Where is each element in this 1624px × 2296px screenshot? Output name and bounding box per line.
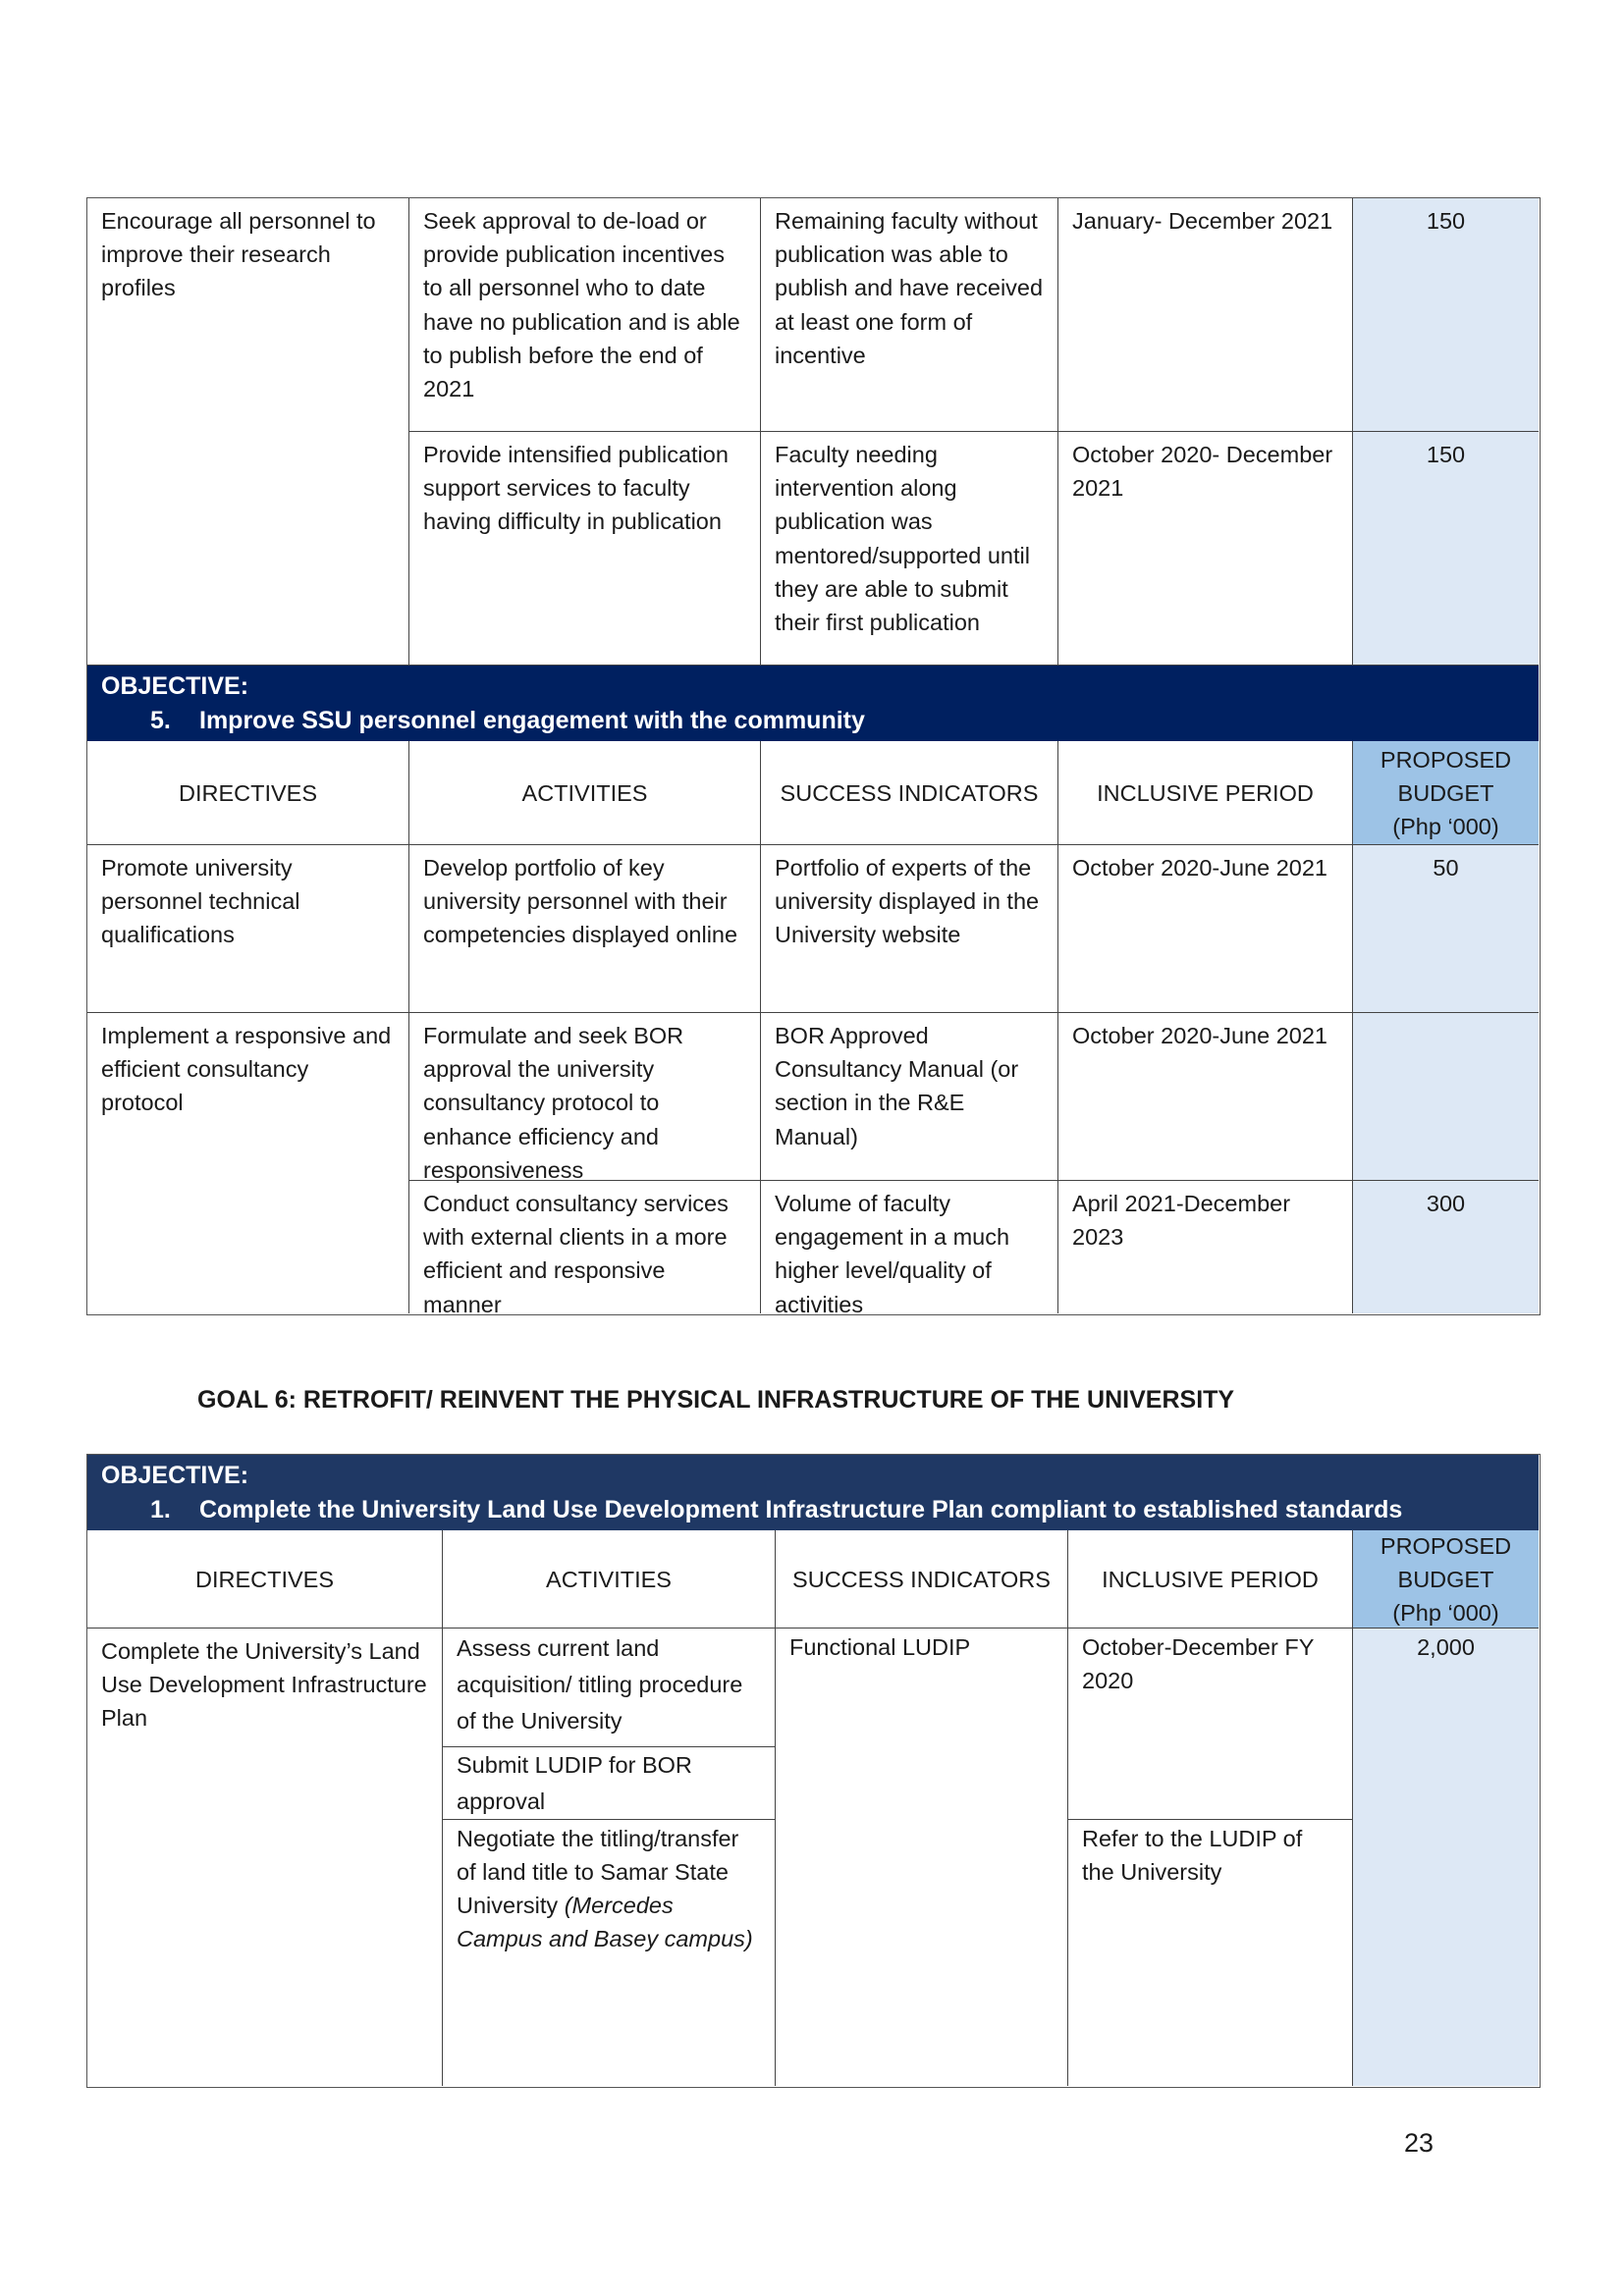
- activity-italic-note: (Mercedes Campus and Basey campus): [457, 1893, 753, 1951]
- objective-label: OBJECTIVE:: [101, 672, 249, 700]
- success-indicator-cell: [761, 845, 1058, 1013]
- success-indicator-cell: [761, 1181, 1058, 1317]
- header-label: (Php ‘000): [1392, 1599, 1499, 1626]
- activity-text: Formulate and seek BOR approval the university consultancy protocol to enhance efficiency and responsiveness: [423, 1023, 684, 1183]
- header-directives: [87, 741, 409, 845]
- budget-value: 150: [1426, 208, 1466, 234]
- budget-value: 2,000: [1417, 1634, 1475, 1660]
- header-label: PROPOSED: [1380, 1532, 1512, 1559]
- header-proposed-budget: [1353, 1530, 1539, 1629]
- activity-cell: [409, 198, 761, 432]
- activity-text: Assess current land acquisition/ titling procedure of the University: [457, 1635, 743, 1734]
- budget-value: 300: [1426, 1191, 1466, 1216]
- period-text: October 2020- December 2021: [1072, 442, 1333, 502]
- header-label: DIRECTIVES: [178, 779, 318, 806]
- header-label: ACTIVITIES: [546, 1566, 672, 1592]
- success-indicator-text: Faculty needing intervention along publication was mentored/supported until they are able to submit their first publication: [775, 442, 1030, 636]
- objective-label: OBJECTIVE:: [101, 1462, 249, 1489]
- period-text: January- December 2021: [1072, 208, 1333, 234]
- activity-cell: [409, 845, 761, 1013]
- activity-text: Provide intensified publication support services to faculty having difficulty in publication: [423, 442, 729, 535]
- period-cell: [1058, 198, 1353, 432]
- period-cell: [1068, 1820, 1353, 2086]
- budget-value: 150: [1426, 442, 1466, 467]
- objective-banner: [87, 666, 1539, 741]
- activity-cell: [443, 1820, 776, 2086]
- budget-value: 50: [1433, 855, 1459, 881]
- header-label: DIRECTIVES: [194, 1566, 335, 1592]
- success-indicator-cell: [761, 432, 1058, 666]
- period-text: Refer to the LUDIP of the University: [1082, 1826, 1303, 1886]
- header-label: INCLUSIVE PERIOD: [1097, 779, 1314, 806]
- directive-text: Implement a responsive and efficient consultancy protocol: [101, 1023, 392, 1116]
- success-indicator-text: Remaining faculty without publication was able to publish and have received at least one form of incentive: [775, 208, 1044, 368]
- activity-text: Develop portfolio of key university personnel with their competencies displayed online: [423, 855, 738, 948]
- budget-cell: [1353, 845, 1539, 1013]
- success-indicator-text: BOR Approved Consultancy Manual (or section in the R&E Manual): [775, 1023, 1019, 1149]
- activity-cell: [409, 1181, 761, 1317]
- activity-text: Conduct consultancy services with external clients in a more efficient and responsive manner: [423, 1191, 729, 1317]
- header-directives: [87, 1530, 443, 1629]
- header-success-indicators: [761, 741, 1058, 845]
- header-label: INCLUSIVE PERIOD: [1102, 1566, 1319, 1592]
- header-label: SUCCESS INDICATORS: [792, 1566, 1051, 1592]
- success-indicator-text: Volume of faculty engagement in a much higher level/quality of activities: [775, 1191, 1010, 1317]
- success-indicator-cell: [761, 1013, 1058, 1181]
- header-proposed-budget: [1353, 741, 1539, 845]
- header-activities: [409, 741, 761, 845]
- directive-cell: [87, 1013, 409, 1313]
- success-indicator-cell: [761, 198, 1058, 432]
- period-cell: [1058, 1181, 1353, 1313]
- header-label: ACTIVITIES: [521, 779, 648, 806]
- period-text: October 2020-June 2021: [1072, 1023, 1327, 1048]
- objective-number: 5.: [150, 707, 171, 734]
- period-cell: [1058, 845, 1353, 1013]
- period-cell: [1058, 432, 1353, 666]
- objective-item: [101, 1491, 1525, 1528]
- directive-cell: [87, 198, 409, 666]
- header-inclusive-period: [1068, 1530, 1353, 1629]
- budget-cell: [1353, 198, 1539, 432]
- directive-text: Encourage all personnel to improve their research profiles: [101, 208, 376, 301]
- activity-cell: [443, 1629, 776, 1747]
- header-inclusive-period: [1058, 741, 1353, 845]
- period-text: April 2021-December 2023: [1072, 1191, 1291, 1251]
- success-indicator-text: Portfolio of experts of the university displayed in the University website: [775, 855, 1040, 948]
- activity-cell: [409, 432, 761, 666]
- activity-text: Seek approval to de-load or provide publication incentives to all personnel who to date have no publication and is able to publish before the end of 2021: [423, 208, 740, 402]
- goal-6-title: GOAL 6: RETROFIT/ REINVENT THE PHYSICAL INFRASTRUCTURE OF THE UNIVERSITY: [197, 1386, 1235, 1414]
- budget-cell: [1353, 1629, 1539, 2086]
- header-label: (Php ‘000): [1392, 813, 1499, 839]
- objective-text: Complete the University Land Use Development Infrastructure Plan compliant to established standards: [199, 1496, 1403, 1523]
- header-success-indicators: [776, 1530, 1068, 1629]
- activity-text: Negotiate the titling/transfer of land title to Samar State University: [457, 1826, 739, 1918]
- period-cell: [1068, 1629, 1353, 1820]
- activity-text: Submit LUDIP for BOR approval: [457, 1752, 692, 1814]
- directive-text: Complete the University’s Land Use Development Infrastructure Plan: [101, 1638, 427, 1731]
- success-indicator-text: Functional LUDIP: [789, 1634, 971, 1660]
- header-label: PROPOSED: [1380, 746, 1512, 773]
- budget-cell: [1353, 432, 1539, 666]
- period-text: October-December FY 2020: [1082, 1634, 1314, 1694]
- activity-cell: [443, 1747, 776, 1820]
- page-number: 23: [1404, 2128, 1435, 2158]
- header-label: BUDGET: [1397, 779, 1494, 806]
- period-text: October 2020-June 2021: [1072, 855, 1327, 881]
- goal5-table: [86, 197, 1541, 1315]
- budget-cell: [1353, 1181, 1539, 1313]
- goal6-table: [86, 1454, 1541, 2088]
- header-label: SUCCESS INDICATORS: [780, 779, 1039, 806]
- objective-item: [101, 702, 1525, 739]
- objective-number: 1.: [150, 1496, 171, 1523]
- budget-cell: [1353, 1013, 1539, 1181]
- objective-text: Improve SSU personnel engagement with the community: [199, 707, 865, 734]
- period-cell: [1058, 1013, 1353, 1181]
- header-label: BUDGET: [1397, 1566, 1494, 1592]
- header-activities: [443, 1530, 776, 1629]
- success-indicator-cell: [776, 1629, 1068, 2086]
- activity-cell: [409, 1013, 761, 1181]
- directive-cell: [87, 1629, 443, 2086]
- directive-text: Promote university personnel technical qualifications: [101, 855, 300, 948]
- objective-banner: [87, 1455, 1539, 1530]
- directive-cell: [87, 845, 409, 1013]
